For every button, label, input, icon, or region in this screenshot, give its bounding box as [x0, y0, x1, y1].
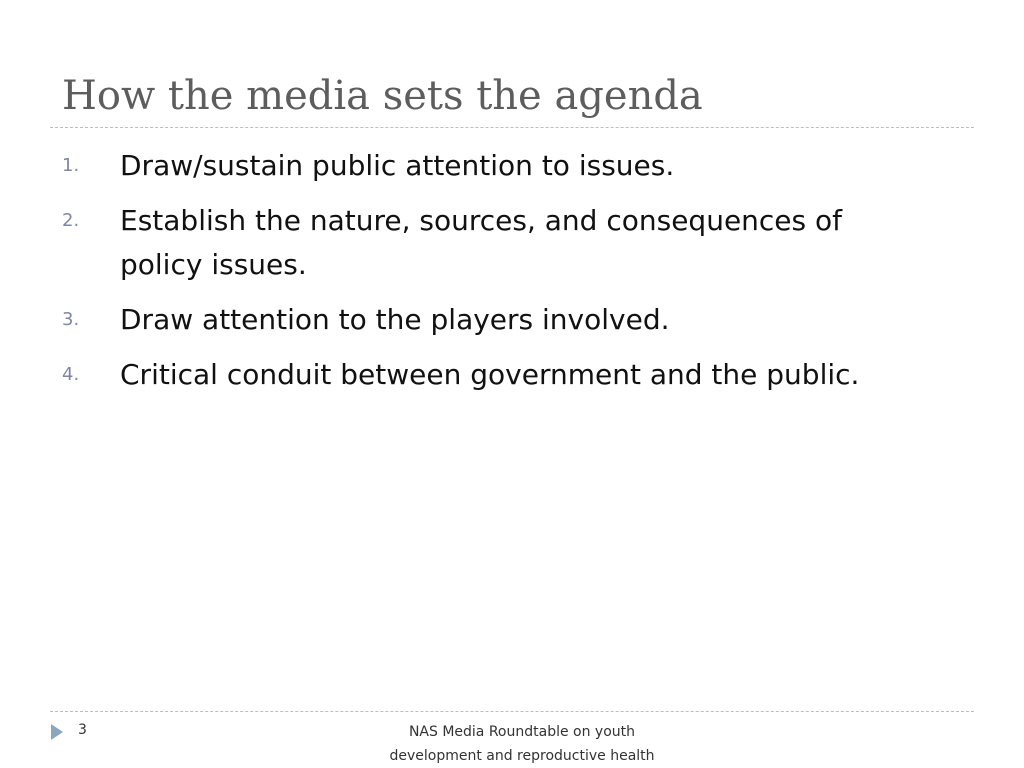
footer-text-line-2: development and reproductive health — [389, 748, 655, 764]
list-item — [62, 199, 962, 287]
footer-divider — [50, 711, 974, 712]
list-item-text: Draw/sustain public attention to issues. — [120, 149, 675, 182]
footer-text — [352, 720, 692, 768]
list-item — [62, 353, 962, 397]
list-item-number: 4. — [62, 364, 80, 385]
list-item-text: Establish the nature, sources, and consequences of policy issues. — [120, 204, 843, 281]
title-divider — [50, 127, 974, 128]
page-number: 3 — [78, 722, 87, 738]
list-item — [62, 144, 962, 188]
triangle-right-icon — [51, 724, 63, 740]
numbered-list — [62, 144, 962, 408]
list-item-text: Critical conduit between government and the public. — [120, 358, 860, 391]
list-item — [62, 298, 962, 342]
list-item-number: 2. — [62, 210, 80, 231]
list-item-number: 3. — [62, 309, 80, 330]
footer-text-line-1: NAS Media Roundtable on youth — [408, 724, 636, 740]
list-item-text: Draw attention to the players involved. — [120, 303, 670, 336]
list-item-number: 1. — [62, 155, 80, 176]
slide-title: How the media sets the agenda — [62, 73, 703, 119]
